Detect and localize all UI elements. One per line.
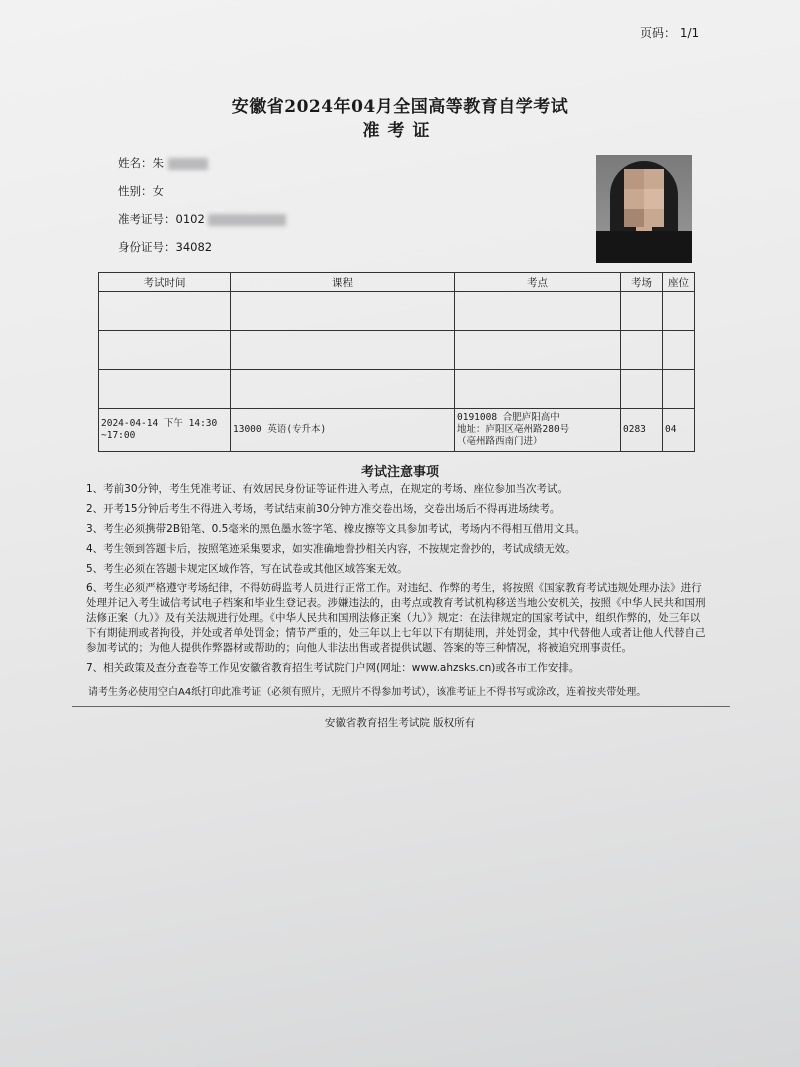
header-site: 考点 <box>455 273 621 292</box>
ticket-number-label: 准考证号： <box>118 212 176 226</box>
rule-item: 6、考生必须严格遵守考场纪律，不得妨碍监考人员进行正常工作。对违纪、作弊的考生，将按照《国家教育考试违规处理办法》进行处理并记入考生诚信考试电子档案和毕业生登记表。涉嫌违法的，由考点或教育考试机构移送当地公安机关，按照《中华人民共和国刑法修正案（九）》及有关法规进行处理。《中华人民共和国刑法修正案（九）》规定：在法律规定的国家考试中，组织作弊的，处三年以下有期徒刑或者拘役，并处或者单处罚金；情节严重的，处三年以上七年以下有期徒刑，并处罚金，其中代替他人或者让他人代替自己参加考试的；为他人提供作弊器材或帮助的；向他人非法出售或者提供试题、答案的等三种情况，将被追究刑事责任。 <box>86 582 706 654</box>
ticket-number-value: 0102 <box>175 212 205 226</box>
rule-item: 5、考生必须在答题卡规定区域作答，写在试卷或其他区域答案无效。 <box>86 563 408 575</box>
name-redaction <box>168 158 208 170</box>
rule-item: 1、考前30分钟，考生凭准考证、有效居民身份证等证件进入考点，在规定的考场、座位参加当次考试。 <box>86 483 569 495</box>
rule-item: 2、开考15分钟后考生不得进入考场，考试结束前30分钟方准交卷出场，交卷出场后不得再进场续考。 <box>86 503 561 515</box>
table-row <box>99 370 695 409</box>
site-code-name: 0191008 合肥庐阳高中 <box>457 412 560 423</box>
name-row <box>118 155 208 171</box>
document-subtitle: 准考证 <box>362 121 438 141</box>
header-time: 考试时间 <box>99 273 231 292</box>
site-address: 地址：庐阳区亳州路280号 <box>457 424 570 435</box>
cell-site <box>455 409 621 452</box>
name-value: 朱 <box>152 156 164 170</box>
table-header-row <box>99 273 695 292</box>
site-entrance: （亳州路西南门进） <box>457 436 543 447</box>
document-title: 安徽省2024年04月全国高等教育自学考试 <box>231 97 569 117</box>
rule-item: 3、考生必须携带2B铅笔、0.5毫米的黑色墨水签字笔、橡皮擦等文具参加考试，考场内不得相互借用文具。 <box>86 523 586 535</box>
gender-label: 性别： <box>118 184 153 198</box>
id-number-row <box>118 239 212 255</box>
id-number-label: 身份证号： <box>118 240 176 254</box>
cell-time: 2024-04-14 下午 14:30 ~17:00 <box>99 409 231 452</box>
header-course: 课程 <box>231 273 455 292</box>
gender-row <box>118 183 164 199</box>
rule-item: 7、相关政策及查分查卷等工作见安徽省教育招生考试院门户网(网址：www.ahzsks.cn)或各市工作安排。 <box>86 662 580 674</box>
gender-value: 女 <box>152 184 164 198</box>
header-seat: 座位 <box>663 273 695 292</box>
copyright-footer: 安徽省教育招生考试院 版权所有 <box>324 717 476 729</box>
name-label: 姓名： <box>118 156 153 170</box>
table-row <box>99 331 695 370</box>
cell-course: 13000 英语(专升本) <box>231 409 455 452</box>
ticket-number-row <box>118 211 286 227</box>
notice-rules <box>86 481 710 680</box>
cell-room: 0283 <box>621 409 663 452</box>
notice-title: 考试注意事项 <box>360 465 439 480</box>
exam-schedule-table <box>98 272 695 452</box>
rule-item: 4、考生领到答题卡后，按照笔迹采集要求，如实准确地誊抄相关内容，不按规定誊抄的，考试成绩无效。 <box>86 543 576 555</box>
candidate-photo <box>596 155 692 263</box>
divider <box>72 706 730 707</box>
id-number-value: 34082 <box>175 240 213 254</box>
print-note: 请考生务必使用空白A4纸打印此准考证（必须有照片，无照片不得参加考试），该准考证上不得书写或涂改，连着按夹带处理。 <box>88 687 647 698</box>
table-row <box>99 292 695 331</box>
ticket-number-redaction <box>208 214 286 226</box>
cell-seat: 04 <box>663 409 695 452</box>
header-room: 考场 <box>621 273 663 292</box>
page-number: 页码： 1/1 <box>640 26 700 40</box>
table-row <box>99 409 695 452</box>
